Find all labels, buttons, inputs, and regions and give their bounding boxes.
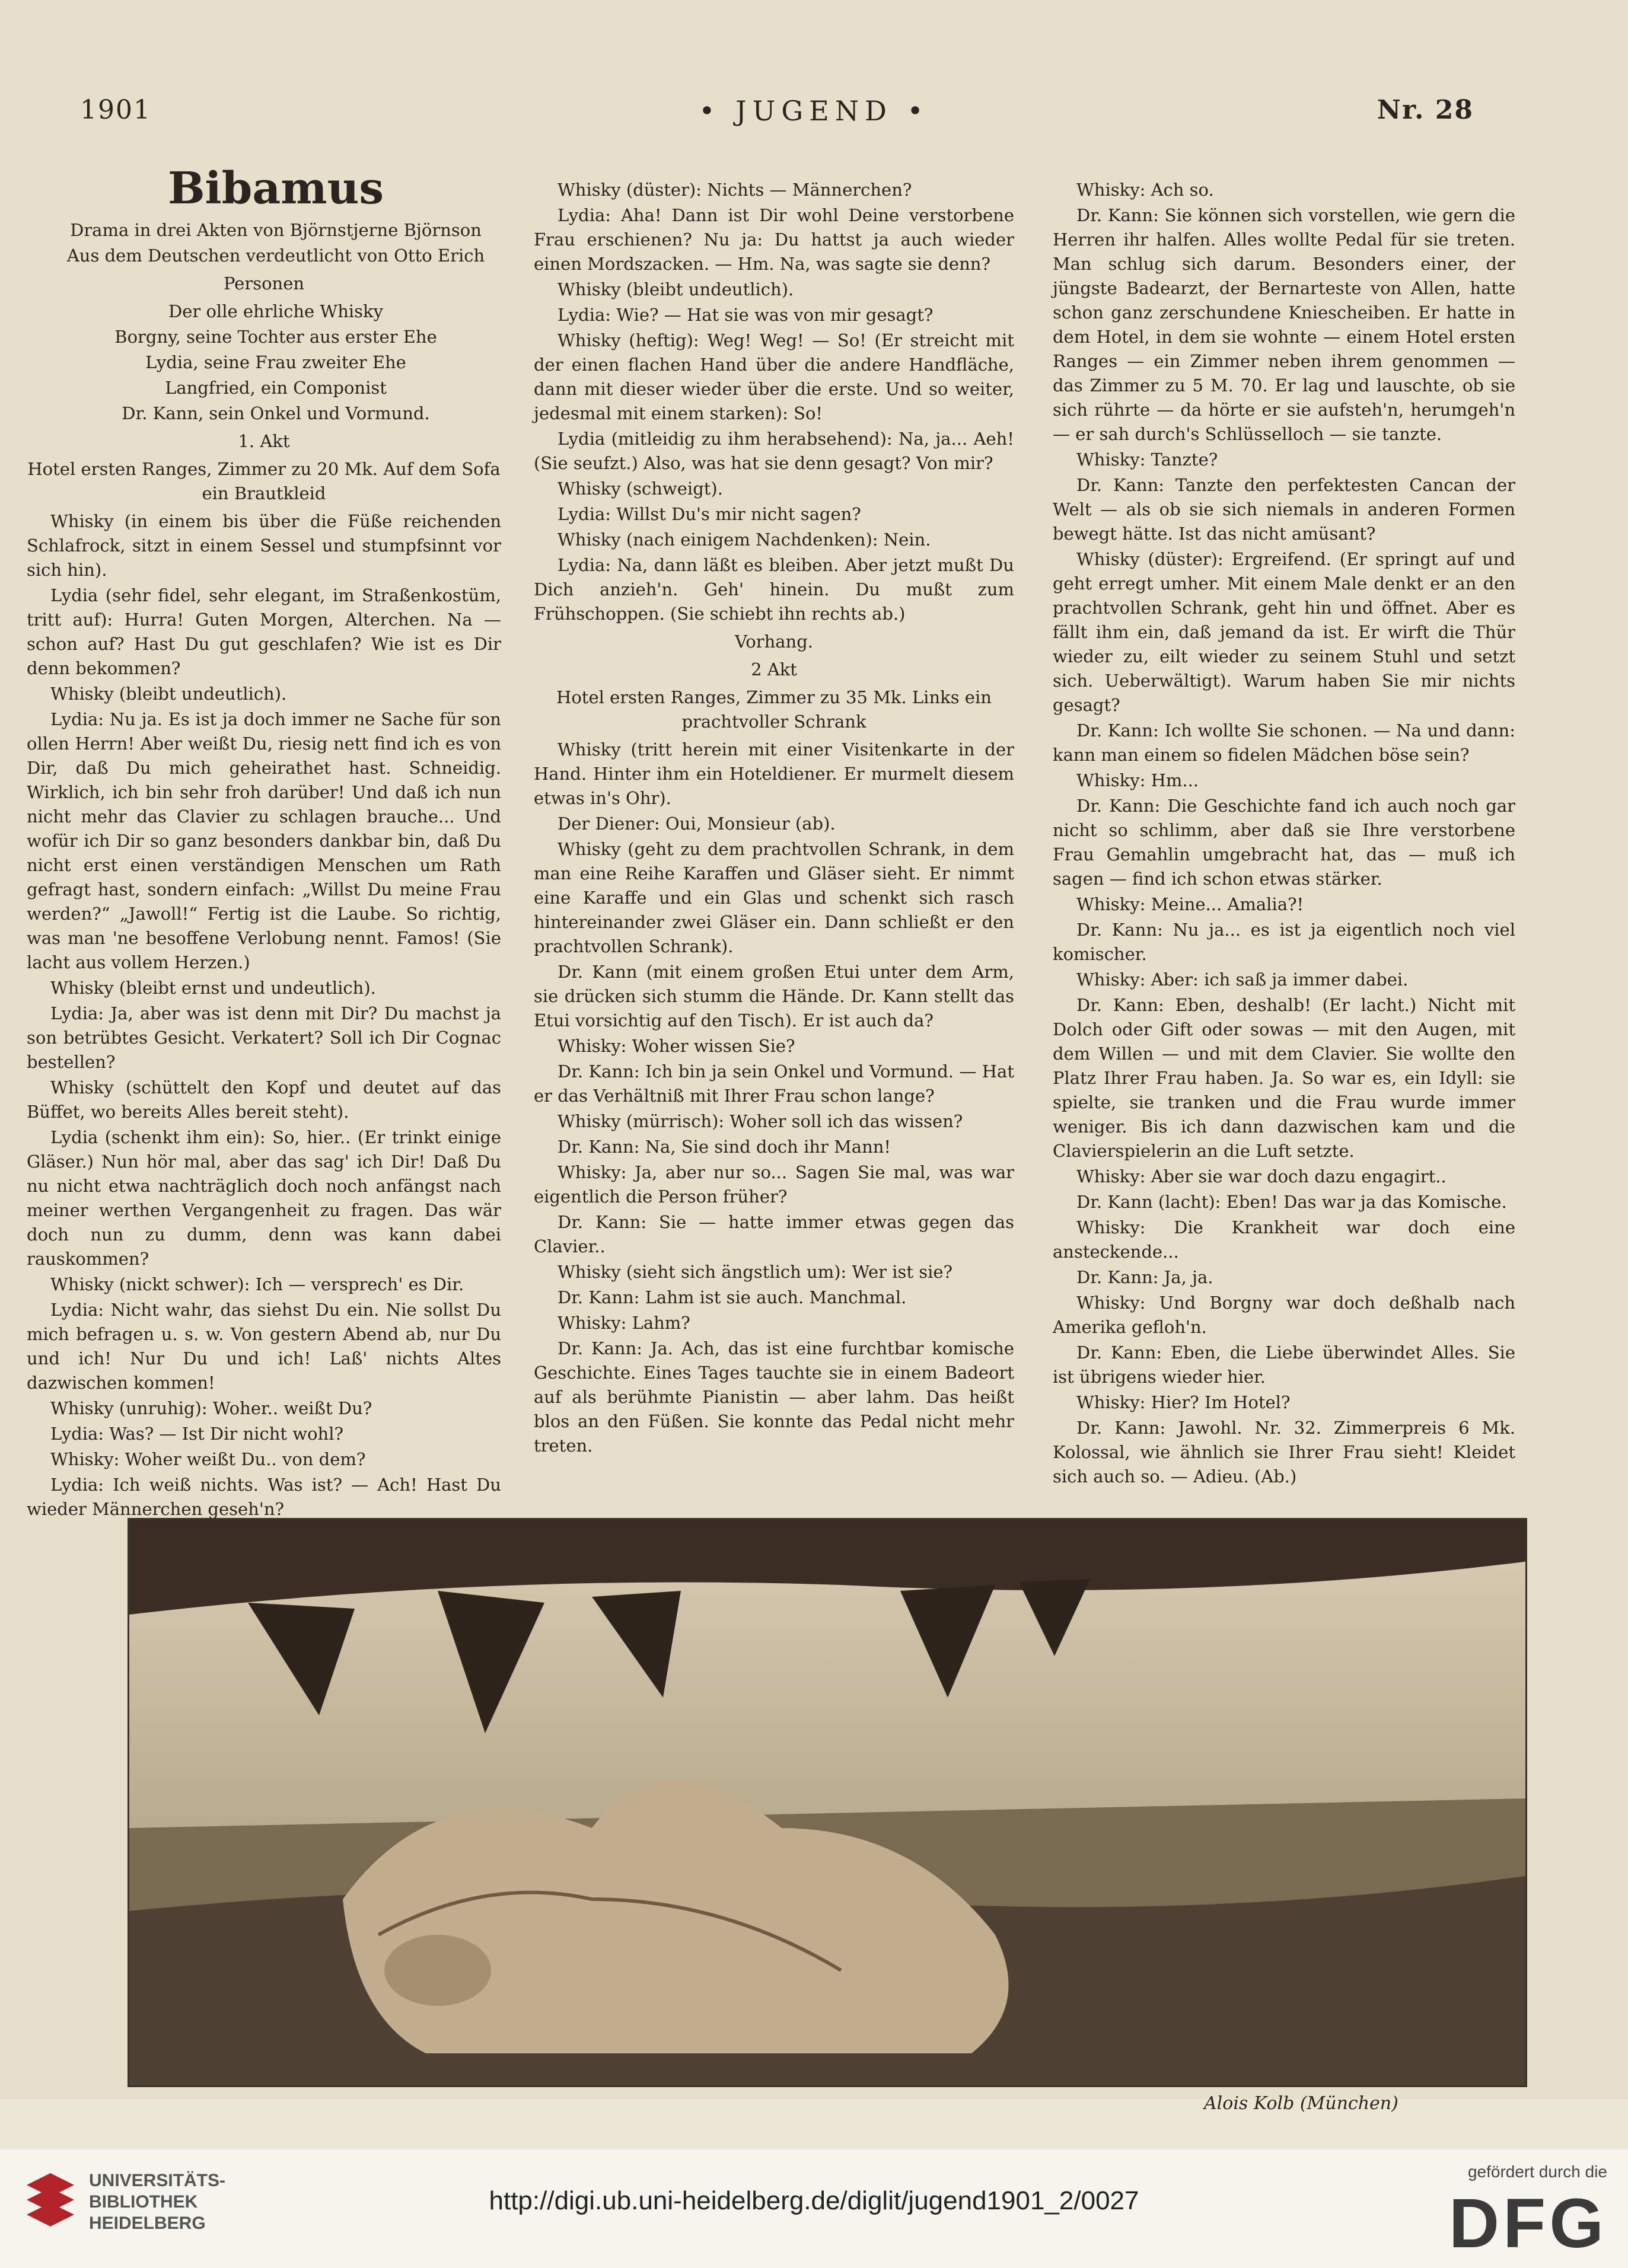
dialogue: Lydia: Aha! Dann ist Dir wohl Deine verstorbene Frau erschienen? Nu ja: Du hattst ja auch wieder einen Mordszacken. — Hm. Na, was sagte sie denn? (534, 205, 1014, 274)
dialogue: Dr. Kann: Na, Sie sind doch ihr Mann! (557, 1137, 891, 1157)
dialogue: Whisky: Tanzte? (1076, 449, 1218, 470)
dialogue: Whisky: Aber: ich saß ja immer dabei. (1076, 969, 1409, 990)
dialogue: Dr. Kann: Ich bin ja sein Onkel und Vormund. — Hat er das Verhältniß mit Ihrer Frau schon lange? (534, 1061, 1014, 1106)
dialogue: Whisky (düster): Ergreifend. (Er springt auf und geht erregt umher. Mit einem Male denkt er an den prachtvollen Schrank, geht hin und öffnet. Aber es fällt ihm ein, daß jemand da ist. Er wirft die Thür wieder zu, eilt wieder zu seinem Stuhl und setzt sich. Ueberwältigt). Warum haben Sie mir nichts gesagt? (1053, 549, 1515, 715)
digitization-footer (0, 2149, 1628, 2268)
dialogue: Lydia (mitleidig zu ihm herabsehend): Na, ja... Aeh! (Sie seufzt.) Also, was hat sie denn gesagt? Von mir? (534, 429, 1014, 473)
dialogue: Dr. Kann: Sie — hatte immer etwas gegen das Clavier.. (534, 1212, 1014, 1256)
dialogue: Dr. Kann: Die Geschichte fand ich auch noch gar nicht so schlimm, aber daß sie Ihre verstorbene Frau Gemahlin umgebracht hat, das — muß ich sagen — find ich schon etwas stärker. (1053, 796, 1515, 889)
dialogue: Dr. Kann (mit einem großen Etui unter dem Arm, sie drücken sich stumm die Hände. Dr. Kann stellt das Etui vorsichtig auf den Tisch). Er ist auch da? (534, 962, 1014, 1031)
curtain-line: Vorhang. (734, 631, 814, 652)
header-issue: Nr. 28 (1377, 95, 1474, 125)
dialogue: Whisky (nach einigem Nachdenken): Nein. (557, 529, 931, 550)
dialogue: Dr. Kann: Ja, ja. (1076, 1267, 1213, 1287)
column-2 (534, 178, 1014, 1459)
dialogue: Whisky (mürrisch): Woher soll ich das wissen? (557, 1111, 963, 1131)
column-3 (1053, 178, 1515, 1490)
dialogue: Whisky (bleibt undeutlich). (557, 279, 794, 299)
dialogue: Whisky (sieht sich ängstlich um): Wer ist sie? (557, 1262, 953, 1282)
dfg-logo: DFG (1448, 2184, 1607, 2263)
dialogue: Whisky: Ach so. (1076, 180, 1214, 200)
dialogue: Whisky: Die Krankheit war doch eine ansteckende... (1053, 1217, 1515, 1262)
cast-item: Der olle ehrliche Whisky (168, 301, 384, 321)
dialogue: Dr. Kann: Sie können sich vorstellen, wie gern die Herren ihr halfen. Alles wollte Pedal für sie treten. Man schlug sich darum. Besonders einer, der jüngste Badearzt, der Bernarteste von Allen, hatte schon ganz zerschundene Kniescheiben. Er hatte in dem Hotel, in dem sie wohnte — einem Hotel ersten Ranges — ein Zimmer neben ihrem genommen — das Zimmer zu 5 M. 70. Er lag und lauschte, ob sie sich rührte — da hörte er sie aufsteh'n, herumgeh'n — er sah durch's Schlüsselloch — sie tanzte. (1053, 205, 1515, 444)
funded-by-label: gefördert durch die (1467, 2162, 1607, 2181)
dialogue: Lydia: Ich weiß nichts. Was ist? — Ach! Hast Du wieder Männerchen geseh'n? (27, 1475, 501, 1519)
personen-heading: Personen (223, 273, 305, 294)
translator-line: Aus dem Deutschen verdeutlicht von Otto Erich (66, 245, 485, 266)
dialogue: Lydia: Nicht wahr, das siehst Du ein. Nie sollst Du mich befragen u. s. w. Von gestern Abend ab, nur Du und ich! Nur Du und ich! Laß' nichts Altes dazwischen kommen! (27, 1300, 501, 1393)
column-1 (27, 160, 501, 1523)
dialogue: Whisky: Woher wissen Sie? (557, 1036, 795, 1056)
dialogue: Lydia: Nu ja. Es ist ja doch immer ne Sache für son ollen Herrn! Aber weißt Du, riesig nett find ich es von Dir, daß Du mich geheirathet hast. Schneidig. Wirklich, ich bin sehr froh darüber! Und daß ich nun nicht mehr das Clavier zu schlagen brauche... Und wofür ich Dir so ganz besonders dankbar bin, daß Du nicht erst einen verständigen Menschen um Rath gefragt hast, sondern einfach: „Willst Du meine Frau werden?“ „Jawoll!“ Fertig ist die Laube. So richtig, was man 'ne besoffene Verlobung nennt. Famos! (Sie lacht aus vollem Herzen.) (27, 709, 501, 972)
reclining-figure-illustration (128, 1518, 1527, 2087)
dialogue: Dr. Kann: Tanzte den perfektesten Cancan der Welt — als ob sie sich niemals in anderen Formen bewegt hätte. Ist das nicht amüsant? (1053, 475, 1515, 544)
dialogue: Whisky (bleibt ernst und undeutlich). (50, 978, 376, 998)
dialogue: Lydia: Ja, aber was ist denn mit Dir? Du machst ja son betrübtes Gesicht. Verkatert? Soll ich Dir Cognac bestellen? (27, 1003, 501, 1072)
dialogue: Whisky: Meine... Amalia?! (1076, 894, 1304, 914)
dialogue: Whisky: Woher weißt Du.. von dem? (50, 1449, 366, 1469)
dialogue: Whisky (düster): Nichts — Männerchen? (557, 180, 912, 200)
dialogue: Lydia (sehr fidel, sehr elegant, im Straßenkostüm, tritt auf): Hurra! Guten Morgen, Alterchen. Na — schon auf? Hast Du gut geschlafen? Wie ist es Dir denn bekommen? (27, 585, 501, 678)
dialogue: Dr. Kann: Lahm ist sie auch. Manchmal. (557, 1287, 907, 1307)
library-name: UNIVERSITÄTS- BIBLIOTHEK HEIDELBERG (89, 2171, 226, 2233)
dialogue: Der Diener: Oui, Monsieur (ab). (557, 814, 836, 834)
dialogue: Whisky: Und Borgny war doch deßhalb nach Amerika gefloh'n. (1053, 1293, 1515, 1337)
dialogue: Whisky (nickt schwer): Ich — versprech' es Dir. (50, 1274, 464, 1294)
source-url[interactable]: http://digi.ub.uni-heidelberg.de/diglit/jugend1901_2/0027 (489, 2186, 1139, 2215)
dialogue: Whisky (in einem bis über die Füße reichenden Schlafrock, sitzt in einem Sessel und stumpfsinnt vor sich hin). (27, 511, 501, 580)
dialogue: Whisky (schüttelt den Kopf und deutet auf das Büffet, wo bereits Alles bereit steht). (27, 1077, 501, 1122)
dialogue: Dr. Kann: Ja. Ach, das ist eine furchtbar komische Geschichte. Eines Tages tauchte sie in einem Badeort auf als berühmte Pianistin — aber lahm. Das heißt blos an den Füßen. Sie konnte das Pedal nicht mehr treten. (534, 1338, 1014, 1456)
dialogue: Lydia: Was? — Ist Dir nicht wohl? (50, 1424, 344, 1444)
act-heading: 1. Akt (238, 431, 290, 451)
dialogue: Dr. Kann: Eben, deshalb! (Er lacht.) Nicht mit Dolch oder Gift oder sowas — mit den Augen, mit dem Willen — und mit dem Clavier. Sie wollte den Platz Ihrer Frau haben. Ja. So war es, ein Idyll: sie spielte, sie tranken und die Frau wurde immer weniger. Bis ich dann dazwischen kam und die Clavierspielerin an die Luft setzte. (1053, 995, 1515, 1161)
dialogue: Dr. Kann: Jawohl. Nr. 32. Zimmerpreis 6 Mk. Kolossal, wie ähnlich sie Ihrer Frau sieht! Kleidet sich auch so. — Adieu. (Ab.) (1053, 1418, 1515, 1487)
dialogue: Whisky: Aber sie war doch dazu engagirt.. (1076, 1166, 1447, 1186)
dialogue: Dr. Kann: Ich wollte Sie schonen. — Na und dann: kann man einem so fidelen Mädchen böse sein? (1053, 720, 1515, 765)
header-year: 1901 (80, 95, 151, 125)
dialogue: Whisky (schweigt). (557, 479, 723, 499)
cast-item: Lydia, seine Frau zweiter Ehe (145, 352, 406, 372)
dialogue: Whisky (bleibt undeutlich). (50, 684, 287, 704)
dialogue: Whisky: Ja, aber nur so... Sagen Sie mal, was war eigentlich die Person früher? (534, 1162, 1014, 1207)
dialogue: Whisky (heftig): Weg! Weg! — So! (Er streicht mit der einen flachen Hand über die andere Handfläche, dann mit dieser wieder über die erste. Und so weiter, jedesmal mit einem starken): So! (534, 330, 1014, 423)
act-heading: 2 Akt (751, 659, 797, 680)
dialogue: Dr. Kann: Nu ja... es ist ja eigentlich noch viel komischer. (1053, 920, 1515, 964)
cast-item: Borgny, seine Tochter aus erster Ehe (114, 327, 437, 347)
dialogue: Whisky (unruhig): Woher.. weißt Du? (50, 1398, 372, 1418)
dialogue: Whisky: Hier? Im Hotel? (1076, 1392, 1291, 1412)
dialogue: Whisky: Lahm? (557, 1313, 690, 1333)
stage-setting: Hotel ersten Ranges, Zimmer zu 20 Mk. Auf dem Sofa ein Brautkleid (27, 459, 501, 503)
dialogue: Lydia (schenkt ihm ein): So, hier.. (Er trinkt einige Gläser.) Nun hör mal, aber das sag' ich Dir! Daß Du nu nicht etwa nachträglich doch noch anfängst nach meiner werthen Vergangenheit zu fragen. Das wär doch nun zu dumm, denn was kann dabei rauskommen? (27, 1127, 501, 1269)
dialogue: Whisky: Hm... (1076, 770, 1199, 790)
dialogue: Lydia: Willst Du's mir nicht sagen? (557, 504, 861, 524)
dialogue: Lydia: Wie? — Hat sie was von mir gesagt? (557, 305, 934, 325)
dialogue: Whisky (geht zu dem prachtvollen Schrank, in dem man eine Reihe Karaffen und Gläser sieht. Er nimmt eine Karaffe und ein Glas und schenkt sich rasch hintereinander zwei Gläser ein. Dann schließt er den prachtvollen Schrank). (534, 839, 1014, 956)
illustration-credit: Alois Kolb (München) (1204, 2093, 1398, 2114)
play-subtitle: Drama in drei Akten von Björnstjerne Björnson (70, 220, 482, 240)
header-journal: • JUGEND • (699, 95, 929, 127)
dialogue: Dr. Kann: Eben, die Liebe überwindet Alles. Sie ist übrigens wieder hier. (1053, 1342, 1515, 1387)
dialogue: Whisky (tritt herein mit einer Visitenkarte in der Hand. Hinter ihm ein Hoteldiener. Er murmelt diesem etwas in's Ohr). (534, 739, 1014, 808)
cast-item: Dr. Kann, sein Onkel und Vormund. (122, 403, 430, 423)
stage-setting: Hotel ersten Ranges, Zimmer zu 35 Mk. Links ein prachtvoller Schrank (556, 687, 992, 732)
illustration-drawing (129, 1520, 1527, 2087)
cast-item: Langfried, ein Componist (165, 378, 387, 398)
play-title: Bibamus (167, 163, 384, 214)
dialogue: Lydia: Na, dann läßt es bleiben. Aber jetzt mußt Du Dich anzieh'n. Geh' hinein. Du mußt zum Frühschoppen. (Sie schiebt ihn rechts ab.) (534, 555, 1014, 624)
dialogue: Dr. Kann (lacht): Eben! Das war ja das Komische. (1076, 1192, 1507, 1212)
